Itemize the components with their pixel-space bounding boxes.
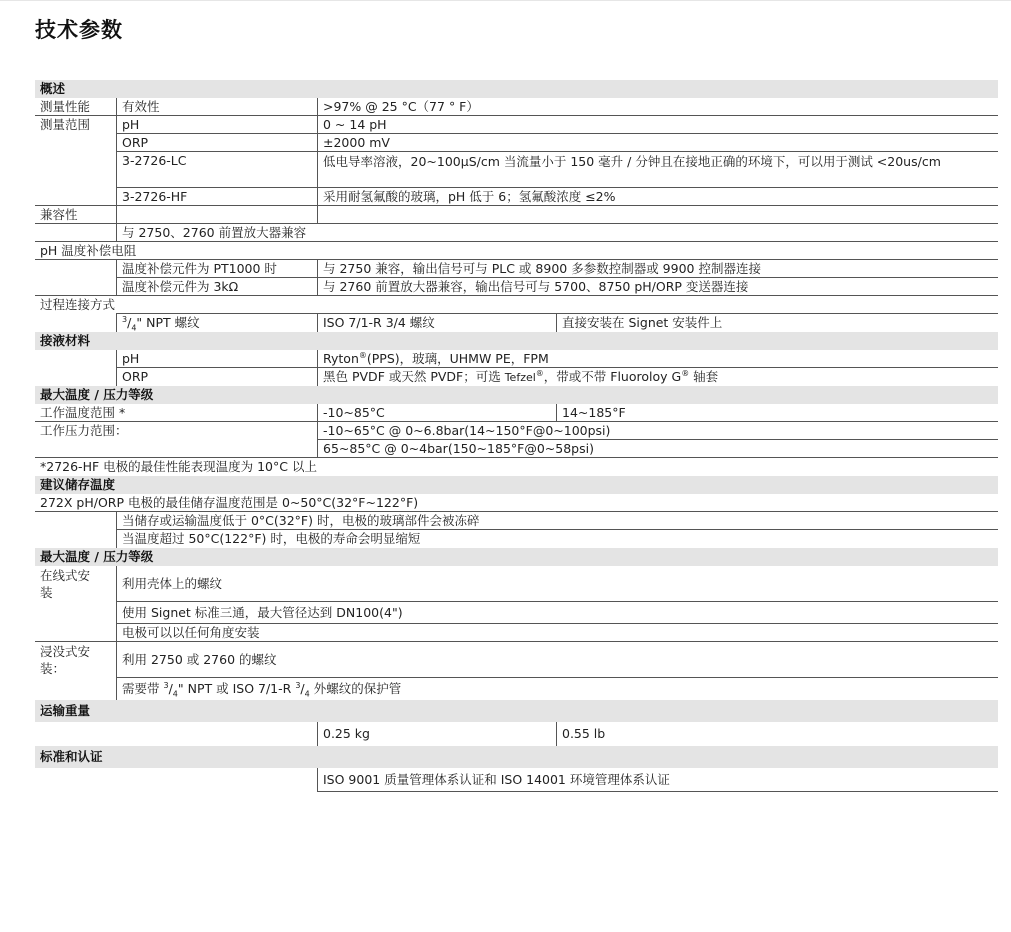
top-divider (0, 0, 1011, 1)
spec-table (35, 80, 998, 792)
table-row (35, 602, 998, 624)
row-value: 低电导率溶液，20~100μS/cm 当流量小于 150 毫升 / 分钟且在接地正确的环境下，可以用于测试 <20us/cm (317, 152, 998, 188)
row-value: 使用 Signet 标准三通，最大管径达到 DN100(4") (116, 602, 403, 624)
row-sublabel: ORP (116, 134, 148, 152)
table-row (35, 368, 998, 386)
table-row (35, 188, 998, 206)
row-value: 与 2750 兼容，输出信号可与 PLC 或 8900 多参数控制器或 9900 控制器连接 (317, 260, 761, 278)
table-row (35, 314, 998, 332)
row-value: 采用耐氢氟酸的玻璃，pH 低于 6；氢氟酸浓度 ≤2% (317, 188, 616, 206)
section-title: 概述 (40, 81, 66, 96)
row-value: 65~85°C @ 0~4bar(150~185°F@0~58psi) (317, 440, 594, 458)
section-wetted-materials (35, 332, 998, 350)
row-value: 0 ~ 14 pH (317, 116, 387, 134)
table-row (35, 278, 998, 296)
section-max-temp-pressure (35, 386, 998, 404)
table-row (35, 678, 998, 700)
row-label: 兼容性 (40, 207, 78, 222)
table-row (35, 512, 998, 530)
row-label: pH 温度补偿电阻 (40, 243, 137, 258)
row-sublabel: 3-2726-HF (116, 188, 187, 206)
row-sublabel: pH (116, 350, 139, 368)
row-sublabel: 有效性 (116, 98, 160, 116)
row-value: ±2000 mV (317, 134, 390, 152)
empty-cell (116, 206, 122, 224)
row-value: 利用 2750 或 2760 的螺纹 (116, 642, 277, 678)
row-label: 测量范围 (40, 117, 91, 132)
section-title: 标准和认证 (40, 749, 103, 764)
section-title: 建议储存温度 (40, 477, 116, 492)
table-row (35, 440, 998, 458)
table-row (35, 152, 998, 188)
table-row (35, 642, 998, 678)
table-row (35, 350, 998, 368)
row-value: 当储存或运输温度低于 0°C(32°F) 时，电极的玻璃部件会被冻碎 (116, 512, 479, 530)
empty-cell (317, 206, 323, 224)
table-row (35, 404, 998, 422)
row-label: 浸没式安装： (40, 644, 91, 676)
row-value: 黑色 PVDF 或天然 PVDF；可选 Tefzel®，带或不带 Fluoroloy G® 轴套 (317, 368, 718, 386)
section-title: 运输重量 (40, 703, 91, 718)
footnote: *2726-HF 电极的最佳性能表现温度为 10°C 以上 (40, 459, 317, 474)
row-value: 电极可以以任何角度安装 (116, 624, 260, 642)
table-row (35, 296, 998, 314)
row-value: ISO 7/1-R 3/4 螺纹 (317, 314, 435, 332)
table-row (35, 494, 998, 512)
row-value: 需要带 $^3/_4$" NPT 或 ISO 7/1-R $^3/_4$ 外螺纹的保护管 (116, 678, 401, 700)
section-overview (35, 80, 998, 98)
section-certifications (35, 746, 998, 768)
table-row (35, 768, 998, 792)
row-label: 测量性能 (40, 99, 91, 114)
row-sublabel: 3-2726-LC (116, 152, 186, 188)
table-row (35, 206, 998, 224)
row-sublabel: $^3/_4$" NPT 螺纹 (116, 314, 200, 332)
row-label: 272X pH/ORP 电极的最佳储存温度范围是 0~50°C(32°F~122°F) (40, 495, 419, 510)
section-installation (35, 548, 998, 566)
row-value: 0.55 lb (556, 722, 605, 746)
row-value: -10~65°C @ 0~6.8bar(14~150°F@0~100psi) (317, 422, 610, 440)
section-storage-temp (35, 476, 998, 494)
row-value: -10~85°C (317, 404, 385, 422)
row-label: 工作温度范围 * (40, 405, 126, 420)
section-title: 最大温度 / 压力等级 (40, 549, 154, 564)
row-label: 过程连接方式 (40, 297, 116, 312)
row-value: Ryton®(PPS)，玻璃，UHMW PE，FPM (317, 350, 549, 368)
row-label: 工作压力范围： (40, 423, 128, 438)
page-title: 技术参数 (35, 18, 123, 42)
table-row (35, 116, 998, 134)
row-value: 0.25 kg (317, 722, 370, 746)
table-row (35, 98, 998, 116)
table-row (35, 242, 998, 260)
row-value: 直接安装在 Signet 安装件上 (556, 314, 722, 332)
table-row (35, 134, 998, 152)
section-shipping-weight (35, 700, 998, 722)
row-value: 与 2750、2760 前置放大器兼容 (116, 224, 306, 242)
row-value: 利用壳体上的螺纹 (116, 566, 222, 602)
table-row (35, 422, 998, 440)
row-value: 当温度超过 50°C(122°F) 时，电极的寿命会明显缩短 (116, 530, 420, 548)
table-row (35, 722, 998, 746)
table-row (35, 566, 998, 602)
row-sublabel: 温度补偿元件为 3kΩ (116, 278, 238, 296)
row-value: ISO 9001 质量管理体系认证和 ISO 14001 环境管理体系认证 (317, 768, 670, 792)
row-value: >97% @ 25 °C（77 ° F） (317, 98, 479, 116)
table-row (35, 260, 998, 278)
row-sublabel: pH (116, 116, 139, 134)
table-row (35, 224, 998, 242)
row-value: 14~185°F (556, 404, 626, 422)
section-title: 最大温度 / 压力等级 (40, 387, 154, 402)
table-row (35, 458, 998, 476)
section-title: 接液材料 (40, 333, 91, 348)
row-value: 与 2760 前置放大器兼容，输出信号可与 5700、8750 pH/ORP 变送器连接 (317, 278, 748, 296)
row-sublabel: 温度补偿元件为 PT1000 时 (116, 260, 277, 278)
table-row (35, 624, 998, 642)
table-row (35, 530, 998, 548)
row-sublabel: ORP (116, 368, 148, 386)
row-label: 在线式安装 (40, 568, 91, 600)
